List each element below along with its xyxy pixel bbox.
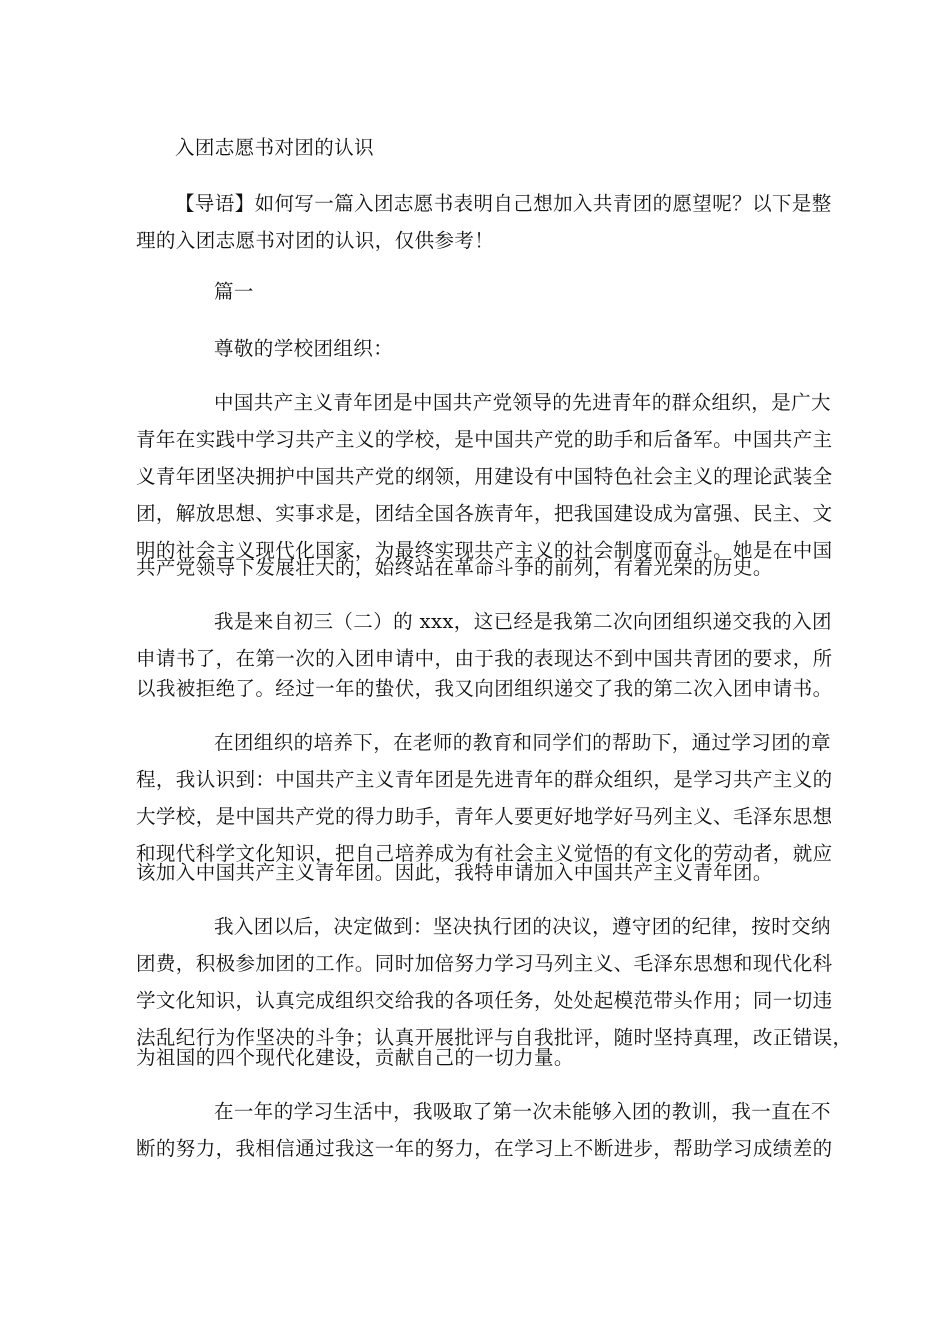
paragraph-line: 以我被拒绝了。经过一年的蛰伏，我又向团组织递交了我的第二次入团申请书。 [136, 677, 833, 700]
paragraph-line: 团，解放思想、实事求是，团结全国各族青年，把我国建设成为富强、民主、文 [136, 502, 833, 525]
paragraph-line: 我入团以后，决定做到：坚决执行团的决议，遵守团的纪律，按时交纳 [214, 915, 831, 938]
paragraph-line: 在一年的学习生活中，我吸取了第一次未能够入团的教训，我一直在不 [214, 1100, 831, 1123]
paragraph-line: 断的努力，我相信通过我这一年的努力，在学习上不断进步，帮助学习成绩差的 [136, 1137, 833, 1160]
paragraph-line: 团费，积极参加团的工作。同时加倍努力学习马列主义、毛泽东思想和现代化科 [136, 952, 833, 975]
intro-line: 理的入团志愿书对团的认识，仅供参考！ [136, 229, 495, 252]
paragraph-line: 法乱纪行为作坚决的斗争；认真开展批评与自我批评，随时坚持真理，改正错误， [136, 1026, 853, 1049]
paragraph-line: 明的社会主义现代化国家，为最终实现共产主义的社会制度而奋斗。她是在中国 [136, 539, 833, 562]
paragraph-line: 青年在实践中学习共产主义的学校，是中国共产党的助手和后备军。中国共产主 [136, 428, 833, 451]
paragraph-line: 义青年团坚决拥护中国共产党的纲领，用建设有中国特色社会主义的理论武装全 [136, 465, 833, 488]
paragraph-line: 共产党领导下发展壮大的，始终站在革命斗争的前列，有着光荣的历史。 [136, 556, 773, 579]
paragraph-line: 申请书了，在第一次的入团申请中，由于我的表现达不到中国共青团的要求，所 [136, 647, 833, 670]
paragraph-line: 和现代科学文化知识，把自己培养成为有社会主义觉悟的有文化的劳动者，就应 [136, 842, 833, 865]
paragraph-line: 该加入中国共产主义青年团。因此，我特申请加入中国共产主义青年团。 [136, 861, 773, 884]
document-title: 入团志愿书对团的认识 [175, 136, 375, 159]
paragraph-line: 学文化知识，认真完成组织交给我的各项任务，处处起模范带头作用；同一切违 [136, 989, 833, 1012]
paragraph-line: 中国共产主义青年团是中国共产党领导的先进青年的群众组织，是广大 [214, 391, 831, 414]
paragraph-line: 大学校，是中国共产党的得力助手，青年人要更好地学好马列主义、毛泽东思想 [136, 805, 833, 828]
paragraph-line: 为祖国的四个现代化建设，贡献自己的一切力量。 [136, 1046, 574, 1069]
salutation: 尊敬的学校团组织： [214, 337, 394, 360]
paragraph-line: 我是来自初三（二）的 xxx，这已经是我第二次向团组织递交我的入团 [214, 610, 832, 633]
section-label: 篇一 [214, 280, 254, 303]
paragraph-line: 程，我认识到：中国共产主义青年团是先进青年的群众组织，是学习共产主义的 [136, 768, 833, 791]
paragraph-line: 在团组织的培养下，在老师的教育和同学们的帮助下，通过学习团的章 [214, 731, 831, 754]
intro-line: 【导语】如何写一篇入团志愿书表明自己想加入共青团的愿望呢？以下是整 [175, 192, 832, 215]
